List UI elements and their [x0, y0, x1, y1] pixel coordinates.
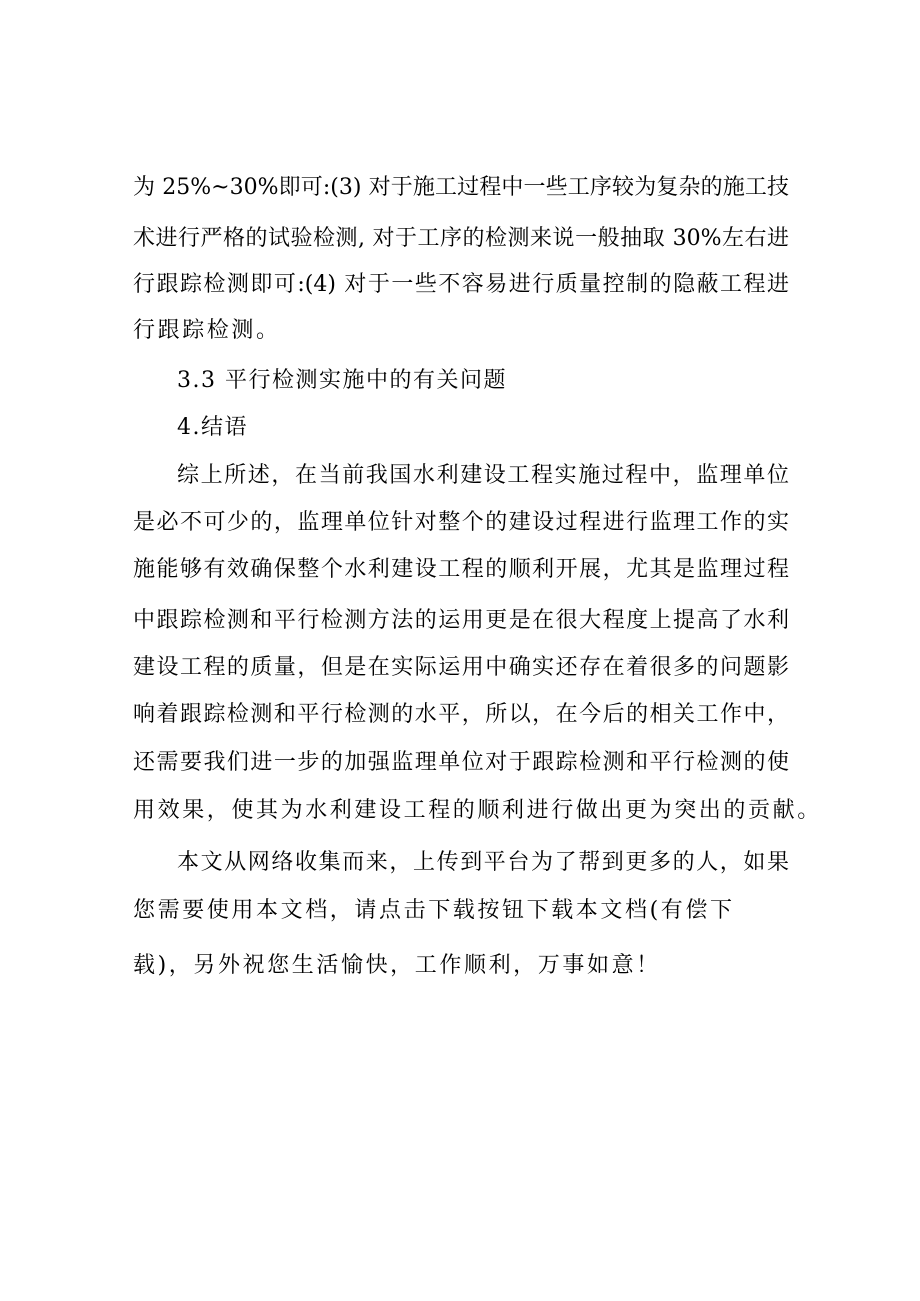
notice-line: 您需要使用本文档，请点击下载按钮下载本文档(有偿下	[133, 898, 735, 923]
paragraph-line: 还需要我们进一步的加强监理单位对于跟踪检测和平行检测的使	[133, 750, 789, 775]
paragraph-line: 用效果，使其为水利建设工程的顺利进行做出更为突出的贡献。	[133, 798, 822, 823]
notice-line: 本文从网络收集而来，上传到平台为了帮到更多的人，如果	[177, 850, 789, 875]
paragraph-line: 行跟踪检测。	[133, 318, 281, 343]
paragraph-line: 中跟踪检测和平行检测方法的运用更是在很大程度上提高了水利	[133, 608, 789, 633]
section-heading: 3.3 平行检测实施中的有关问题	[177, 368, 507, 393]
paragraph-line: 施能够有效确保整个水利建设工程的顺利开展，尤其是监理过程	[133, 557, 789, 582]
paragraph-line: 综上所述，在当前我国水利建设工程实施过程中，监理单位	[177, 463, 789, 488]
notice-line: 载)，另外祝您生活愉快，工作顺利，万事如意！	[133, 953, 661, 978]
paragraph-line: 为 25%~30%即可:(3) 对于施工过程中一些工序较为复杂的施工技	[133, 175, 789, 200]
paragraph-line: 术进行严格的试验检测, 对于工序的检测来说一般抽取 30%左右进	[133, 226, 789, 251]
paragraph-line: 是必不可少的，监理单位针对整个的建设过程进行监理工作的实	[133, 510, 789, 535]
paragraph-line: 建设工程的质量，但是在实际运用中确实还存在着很多的问题影	[133, 655, 789, 680]
paragraph-line: 行跟踪检测即可:(4) 对于一些不容易进行质量控制的隐蔽工程进	[133, 272, 789, 297]
paragraph-line: 响着跟踪检测和平行检测的水平，所以，在今后的相关工作中，	[133, 702, 789, 727]
conclusion-heading: 4.结语	[177, 415, 248, 440]
